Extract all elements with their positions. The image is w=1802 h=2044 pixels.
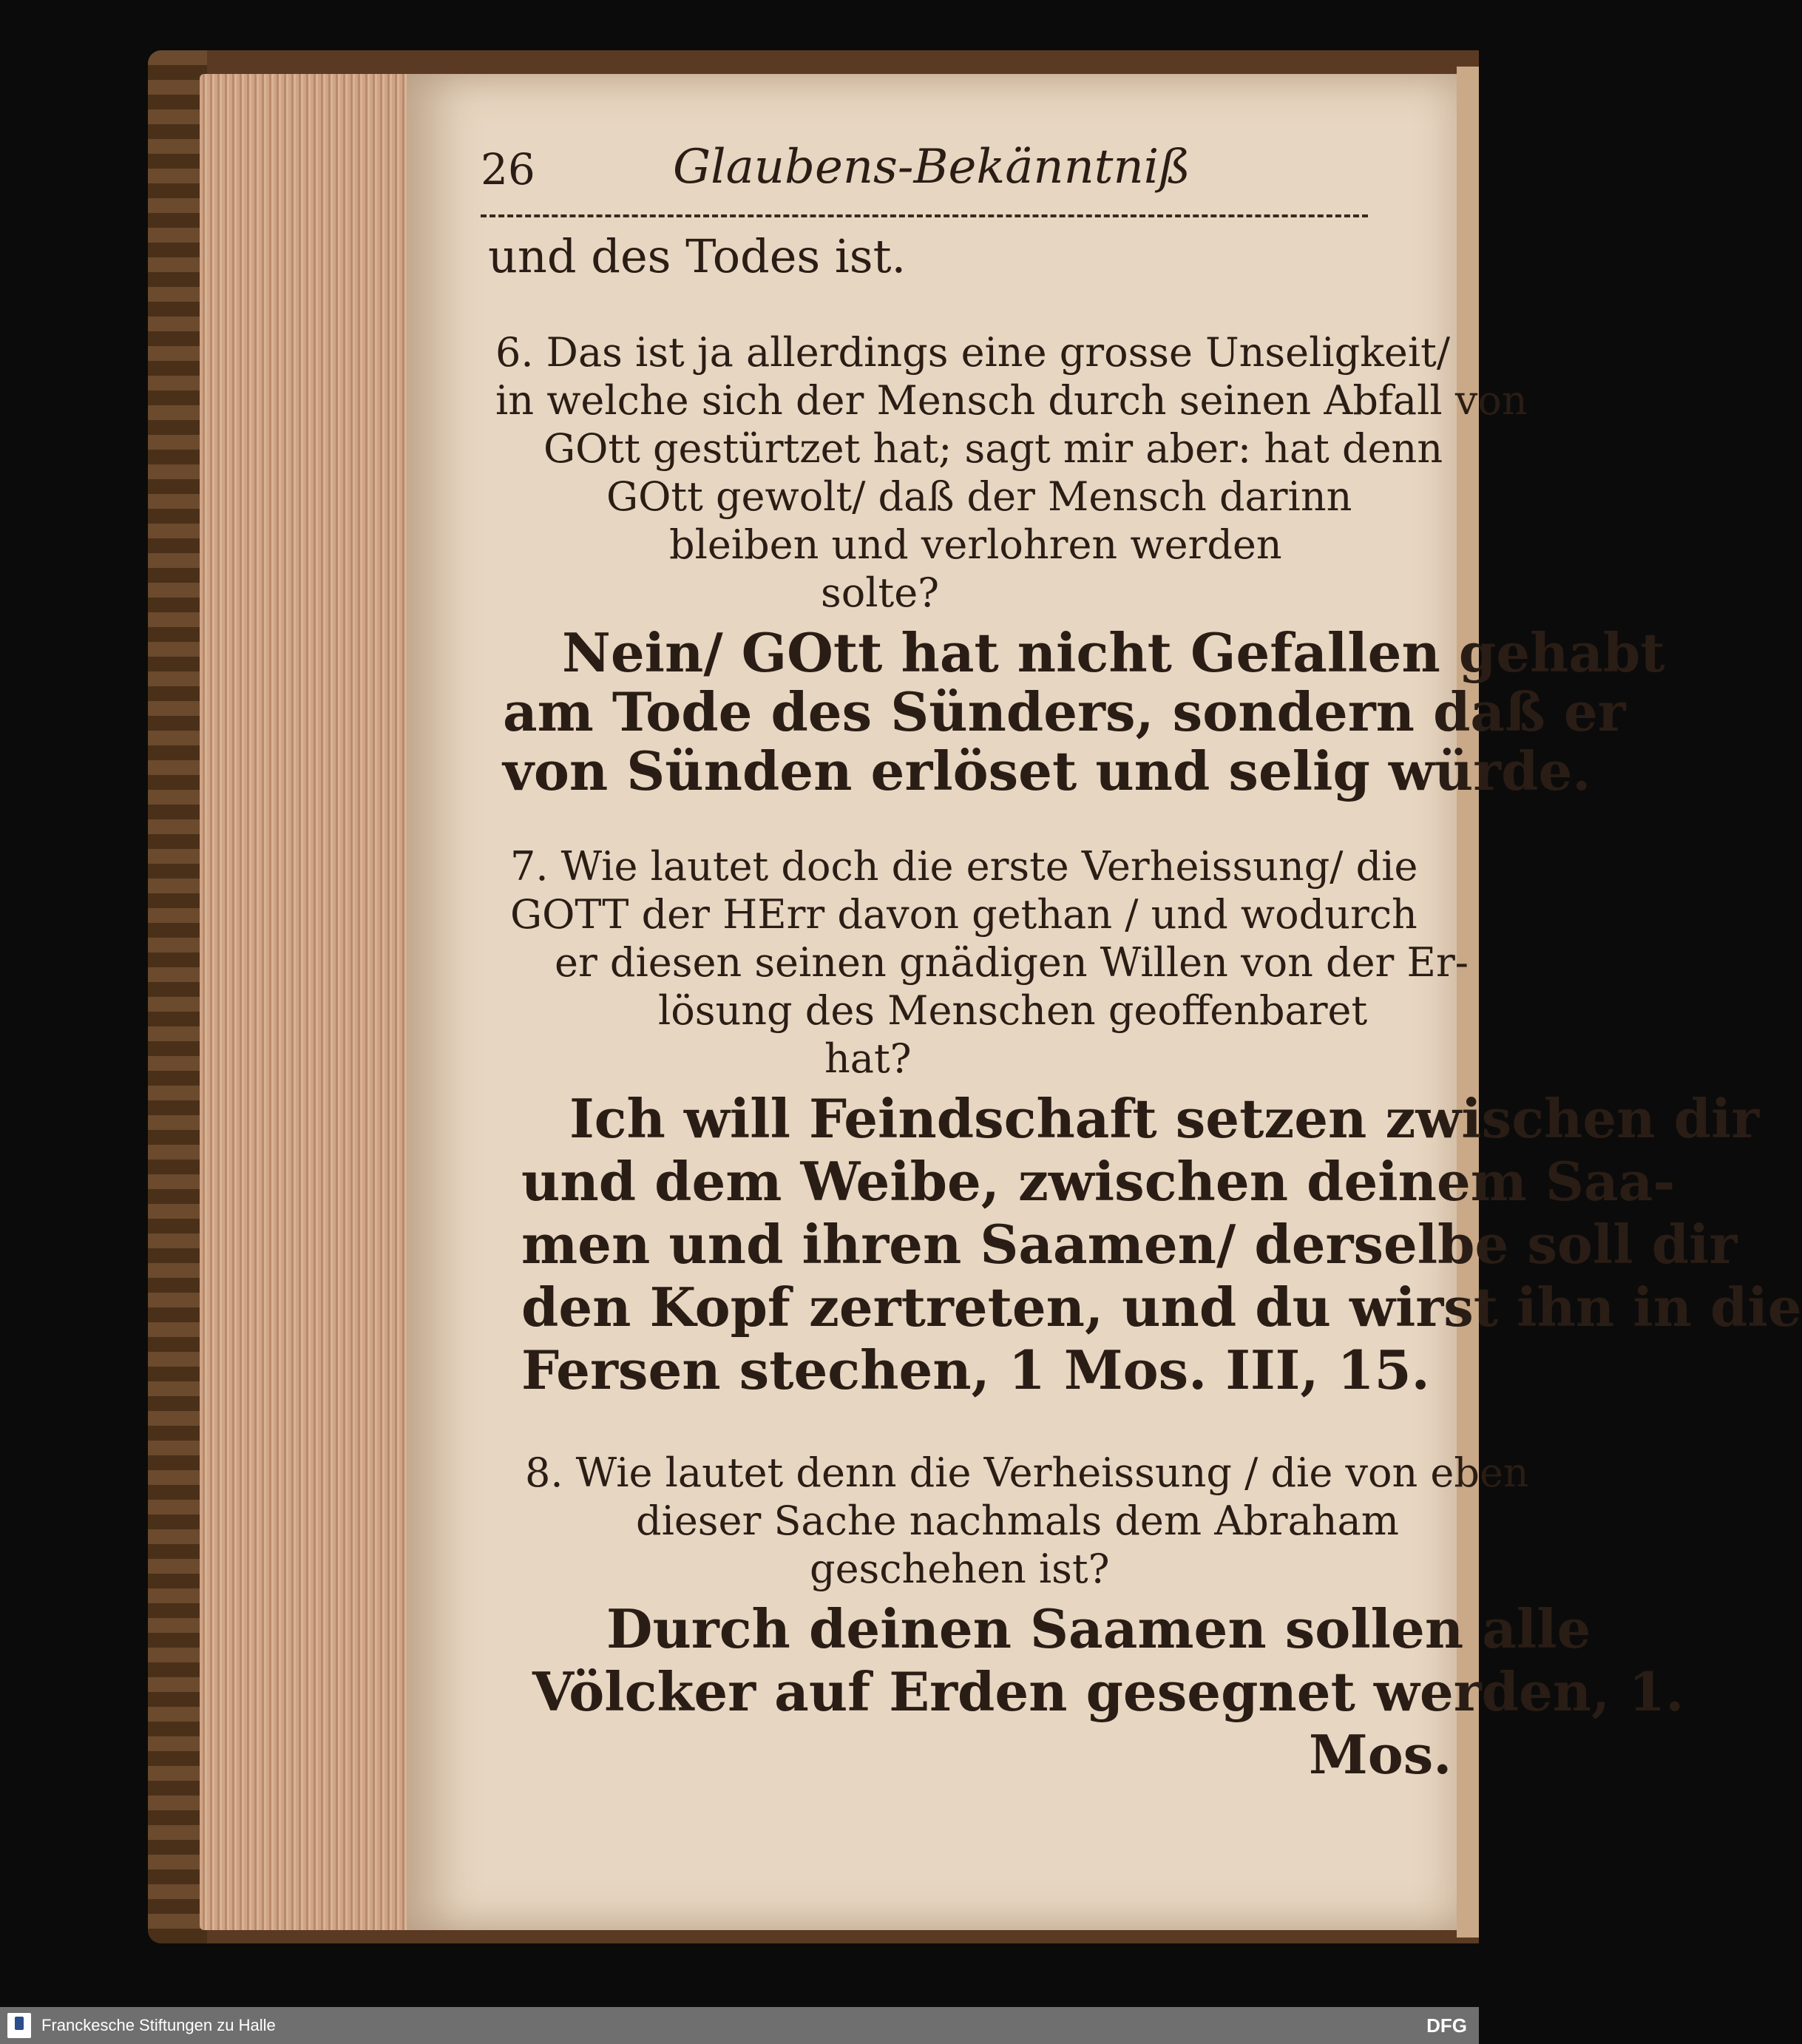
page-edges <box>200 74 414 1930</box>
answer-line: den Kopf zertreten, und du wirst ihn in die <box>521 1276 1802 1339</box>
question-line: hat? <box>824 1035 912 1082</box>
question-line: GOtt gestürtzet hat; sagt mir aber: hat denn <box>543 425 1443 472</box>
institution-name: Franckesche Stiftungen zu Halle <box>41 2016 276 2034</box>
opening-line: und des Todes ist. <box>488 229 907 283</box>
question-line: lösung des Menschen geoffenbaret <box>658 987 1368 1034</box>
page-text <box>407 74 1802 1930</box>
answer-line: Durch deinen Saamen sollen alle <box>606 1597 1591 1660</box>
question-line: er diesen seinen gnädigen Willen von der Er- <box>555 939 1469 986</box>
answer-line: Ich will Feindschaft setzen zwischen dir <box>569 1087 1760 1150</box>
question-line: dieser Sache nachmals dem Abraham <box>636 1498 1399 1544</box>
answer-line: Fersen stechen, 1 Mos. III, 15. <box>521 1339 1430 1401</box>
page-number: 26 <box>481 144 535 194</box>
book-page <box>407 74 1802 1930</box>
question-line: solte? <box>821 569 940 616</box>
running-title: Glaubens-Bekänntniß <box>673 140 1190 194</box>
question-line: in welche sich der Mensch durch seinen Abfall von <box>495 377 1528 424</box>
question-line: 6. Das ist ja allerdings eine grosse Unseligkeit/ <box>495 329 1451 376</box>
funder-logo: DFG <box>1426 2014 1467 2037</box>
answer-line: Nein/ GOtt hat nicht Gefallen gehabt <box>562 621 1665 684</box>
institution-logo-icon <box>7 2013 31 2038</box>
question-line: GOtt gewolt/ daß der Mensch darinn <box>606 473 1352 520</box>
question-line: bleiben und verlohren werden <box>669 521 1282 568</box>
book-spine <box>148 50 207 1943</box>
answer-line: Völcker auf Erden gesegnet werden, 1. <box>532 1660 1684 1723</box>
answer-line: men und ihren Saamen/ derselbe soll dir <box>521 1213 1738 1276</box>
question-line: 8. Wie lautet denn die Verheissung / die von eben <box>525 1449 1529 1496</box>
answer-line: von Sünden erlöset und selig würde. <box>503 740 1591 802</box>
question-line: geschehen ist? <box>810 1546 1110 1592</box>
footer-bar <box>0 2007 1479 2044</box>
answer-line: und dem Weibe, zwischen deinem Saa- <box>521 1150 1676 1213</box>
answer-line: Mos. <box>1309 1723 1452 1786</box>
question-line: GOTT der HErr davon gethan / und wodurch <box>510 891 1417 938</box>
question-line: 7. Wie lautet doch die erste Verheissung/ die <box>510 843 1418 890</box>
answer-line: am Tode des Sünders, sondern daß er <box>503 680 1626 743</box>
